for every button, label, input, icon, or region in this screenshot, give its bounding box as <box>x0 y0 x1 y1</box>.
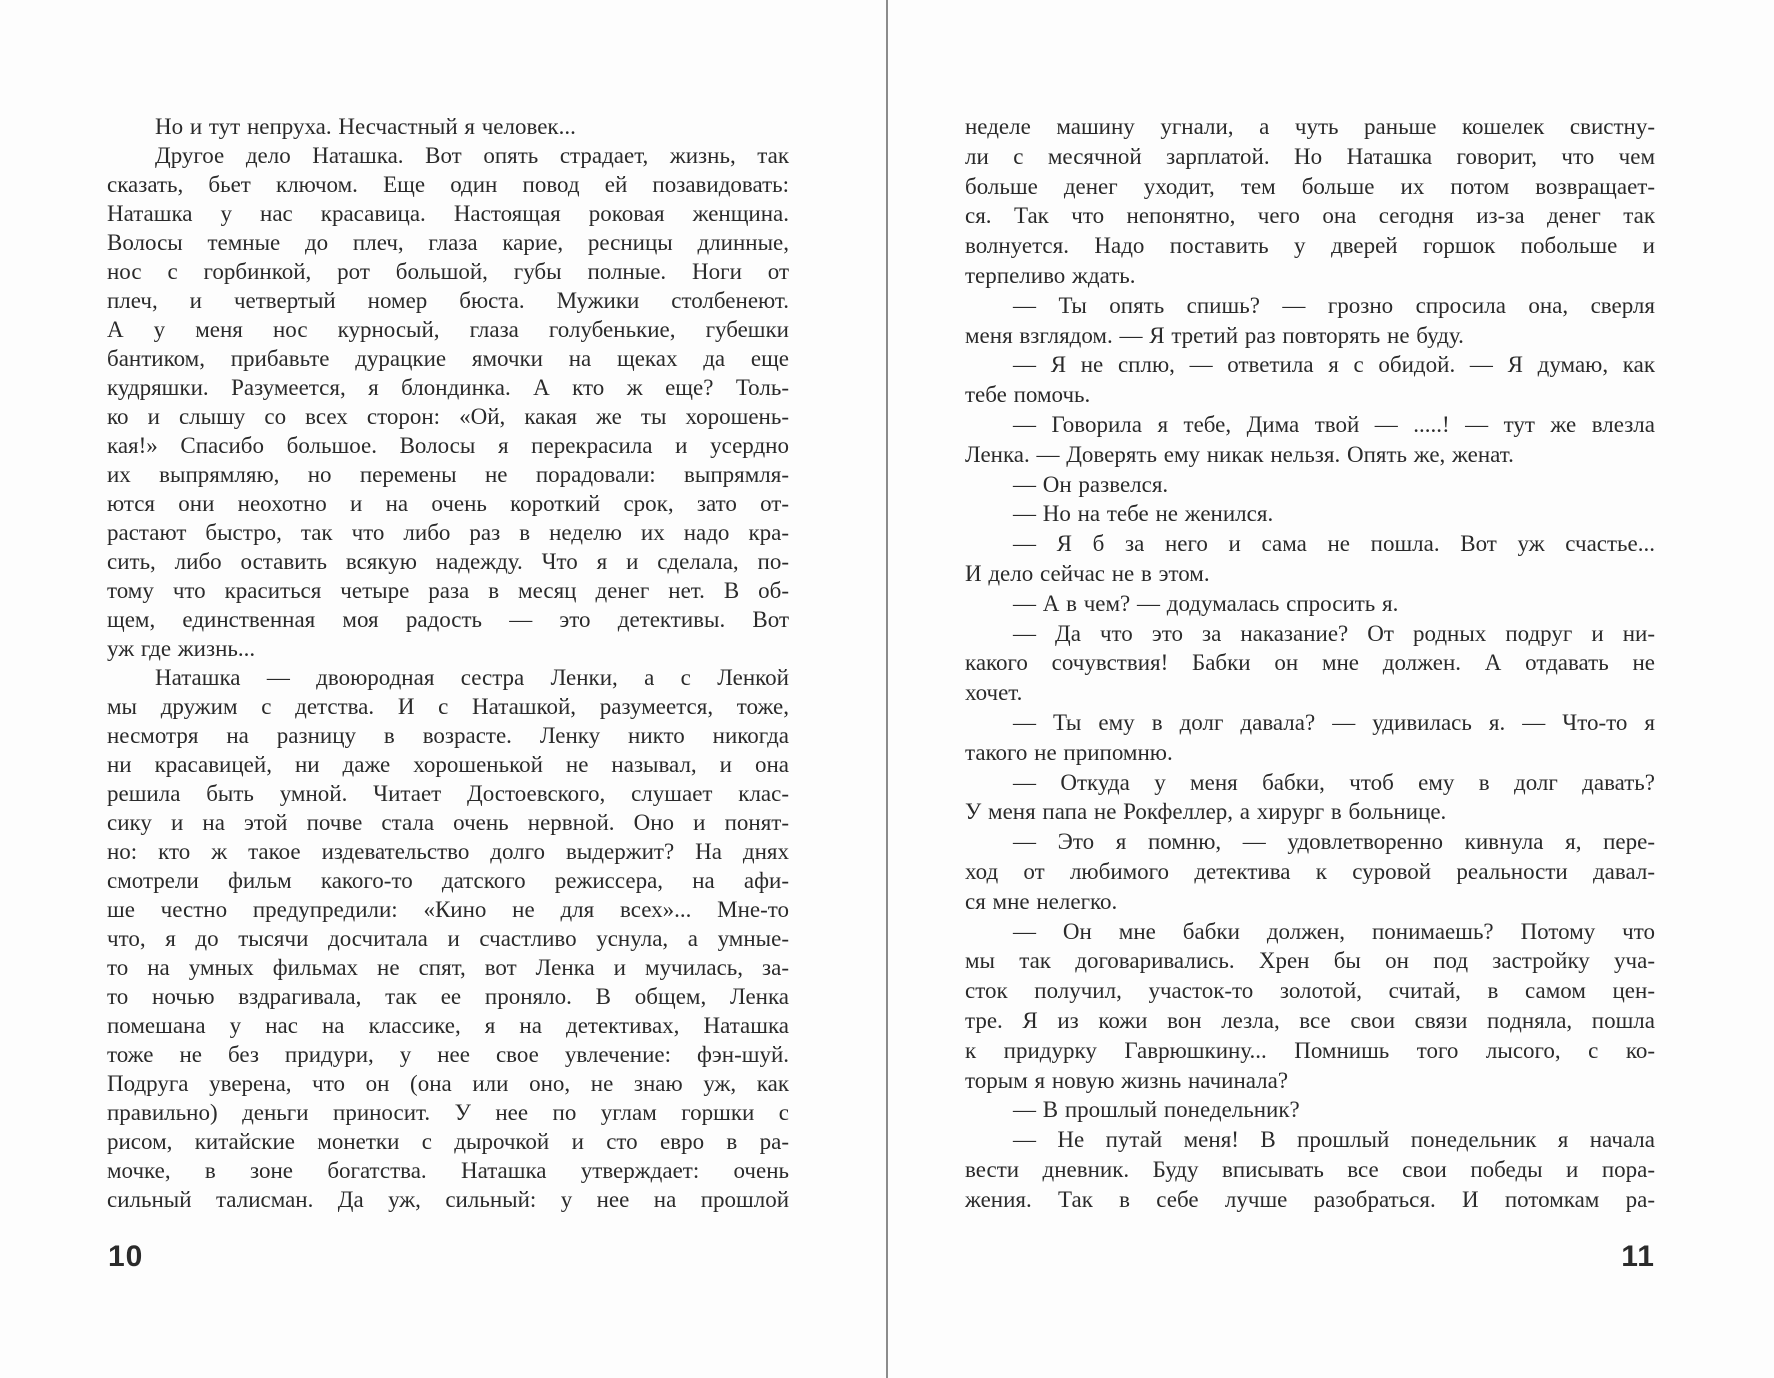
text-line: — А в чем? — додумалась спросить я. <box>1013 590 1399 616</box>
text-line: то ночью вздрагивала, так ее проняло. В общем, Ленка <box>107 984 789 1009</box>
text-line: — Но на тебе не женился. <box>1013 501 1274 527</box>
text-line: бантиком, прибавьте дурацкие ямочки на щеках да еще <box>107 346 789 371</box>
text-line: У меня папа не Рокфеллер, а хирург в больнице. <box>965 799 1447 825</box>
text-line: — Ты ему в долг давала? — удивилась я. — Что-то я <box>1013 709 1655 735</box>
text-line: что, я до тысячи досчитала и счастливо уснула, а умные- <box>107 926 789 951</box>
text-line: — Откуда у меня бабки, чтоб ему в долг давать? <box>1013 769 1655 795</box>
text-line: — Да что это за наказание? От родных подруг и ни- <box>1013 620 1655 646</box>
text-line: ход от любимого детектива к суровой реальности давал- <box>965 858 1655 884</box>
text-line: неделе машину угнали, а чуть раньше кошелек свистну- <box>965 114 1655 139</box>
text-line: сить, либо оставить всякую надежду. Что я и сделала, по- <box>107 549 789 574</box>
text-line: помешана у нас на классике, я на детективах, Наташка <box>107 1013 789 1038</box>
text-line: растают быстро, так что либо раз в неделю их надо кра- <box>107 520 789 545</box>
text-line: несмотря на разницу в возрасте. Ленку никто никогда <box>107 723 789 748</box>
text-line: — Говорила я тебе, Дима твой — .....! — тут же влезла <box>1013 411 1655 437</box>
text-line: ли с месячной зарплатой. Но Наташка говорит, что чем <box>965 143 1655 169</box>
text-line: то на умных фильмах не спят, вот Ленка и мучилась, за- <box>107 955 789 980</box>
text-line: терпеливо ждать. <box>965 262 1136 288</box>
text-line: — Это я помню, — удовлетворенно кивнула я, пере- <box>1013 829 1655 855</box>
text-line: торым я новую жизнь начинала? <box>965 1067 1289 1093</box>
text-line: вести дневник. Буду вписывать все свои победы и пора- <box>965 1156 1655 1182</box>
text-line: сказать, бьет ключом. Еще один повод ей позавидовать: <box>107 172 789 197</box>
text-line: ни красавицей, ни даже хорошенькой не называл, и она <box>107 752 789 777</box>
text-line: Волосы темные до плеч, глаза карие, ресницы длинные, <box>107 230 789 255</box>
text-line: мочке, в зоне богатства. Наташка утверждает: очень <box>107 1158 789 1183</box>
text-line: А у меня нос курносый, глаза голубенькие, губешки <box>107 317 789 342</box>
text-line: Наташка — двоюродная сестра Ленки, а с Ленкой <box>155 665 789 690</box>
text-line: сику и на этой почве стала очень нервной. Оно и понят- <box>107 810 789 835</box>
page-number-right: 11 <box>1621 1240 1655 1273</box>
text-line: сильный талисман. Да уж, сильный: у нее на прошлой <box>107 1187 789 1212</box>
text-line: уж где жизнь... <box>107 636 256 661</box>
text-line: но: кто ж такое издевательство долго выдержит? На днях <box>107 839 789 864</box>
text-line: рисом, китайские монетки с дырочкой и сто евро в ра- <box>107 1129 789 1154</box>
text-line: — Я не сплю, — ответила я с обидой. — Я думаю, как <box>1013 352 1655 378</box>
text-line: Но и тут непруха. Несчастный я человек... <box>155 114 576 139</box>
page-gutter-divider <box>886 0 888 1378</box>
text-line: сток получил, участок-то золотой, считай, в самом цен- <box>965 978 1655 1004</box>
text-line: какого сочувствия! Бабки он мне должен. А отдавать не <box>965 650 1655 676</box>
text-line: нос с горбинкой, рот большой, губы полные. Ноги от <box>107 259 789 284</box>
text-line: Наташка у нас красавица. Настоящая роковая женщина. <box>107 201 789 226</box>
text-line: плеч, и четвертый номер бюста. Мужики столбенеют. <box>107 288 789 313</box>
text-line: Подруга уверена, что он (она или оно, не знаю уж, как <box>107 1071 789 1096</box>
text-line: — Он мне бабки должен, понимаешь? Потому что <box>1013 918 1655 944</box>
text-line: — Я б за него и сама не пошла. Вот уж счастье... <box>1013 531 1655 557</box>
text-line: ше честно предупредили: «Кино не для всех»... Мне-то <box>107 897 789 922</box>
page-left-text-column <box>107 112 789 1214</box>
text-line: волнуется. Надо поставить у дверей горшок побольше и <box>965 233 1655 259</box>
text-line: решила быть умной. Читает Достоевского, слушает клас- <box>107 781 789 806</box>
text-line: мы так договаривались. Хрен бы он под застройку уча- <box>965 948 1655 974</box>
text-line: кая!» Спасибо большое. Волосы я перекрасила и усердно <box>107 433 789 458</box>
text-line: — Он развелся. <box>1013 471 1169 497</box>
text-line: ся мне нелегко. <box>965 888 1118 914</box>
text-line: смотрели фильм какого-то датского режиссера, на афи- <box>107 868 789 893</box>
text-line: правильно) деньги приносит. У нее по углам горшки с <box>107 1100 789 1125</box>
text-line: Ленка. — Доверять ему никак нельзя. Опять же, женат. <box>965 441 1514 467</box>
text-line: меня взглядом. — Я третий раз повторять не буду. <box>965 322 1464 348</box>
text-line: — Не путай меня! В прошлый понедельник я начала <box>1013 1127 1655 1153</box>
text-line: тоже не без придури, у нее свое увлечение: фэн-шуй. <box>107 1042 789 1067</box>
text-line: тебе помочь. <box>965 382 1091 408</box>
text-line: к придурку Гаврюшкину... Помнишь того лысого, с ко- <box>965 1037 1655 1063</box>
text-line: ко и слышу со всех сторон: «Ой, какая же ты хорошень- <box>107 404 789 429</box>
text-line: больше денег уходит, тем больше их потом возвращает- <box>965 173 1655 199</box>
text-line: жения. Так в себе лучше разобраться. И потомкам ра- <box>965 1186 1655 1212</box>
text-line: Другое дело Наташка. Вот опять страдает, жизнь, так <box>155 143 789 168</box>
page-number-left: 10 <box>108 1240 144 1273</box>
text-line: ются они неохотно и на очень короткий срок, зато от- <box>107 491 789 516</box>
text-line: И дело сейчас не в этом. <box>965 560 1210 586</box>
text-line: их выпрямляю, но перемены не порадовали: выпрямля- <box>107 462 789 487</box>
text-line: ся. Так что непонятно, чего она сегодня из-за денег так <box>965 203 1655 229</box>
text-line: — В прошлый понедельник? <box>1013 1097 1300 1123</box>
text-line: тому что краситься четыре раза в месяц денег нет. В об- <box>107 578 789 603</box>
text-line: такого не припомню. <box>965 739 1173 765</box>
text-line: — Ты опять спишь? — грозно спросила она, сверля <box>1013 292 1655 318</box>
text-line: щем, единственная моя радость — это детективы. Вот <box>107 607 789 632</box>
text-line: тре. Я из кожи вон лезла, все свои связи подняла, пошла <box>965 1007 1655 1033</box>
text-line: мы дружим с детства. И с Наташкой, разумеется, тоже, <box>107 694 789 719</box>
text-line: кудряшки. Разумеется, я блондинка. А кто ж еще? Толь- <box>107 375 789 400</box>
text-line: хочет. <box>965 680 1023 706</box>
page-right-text-column <box>965 112 1655 1214</box>
